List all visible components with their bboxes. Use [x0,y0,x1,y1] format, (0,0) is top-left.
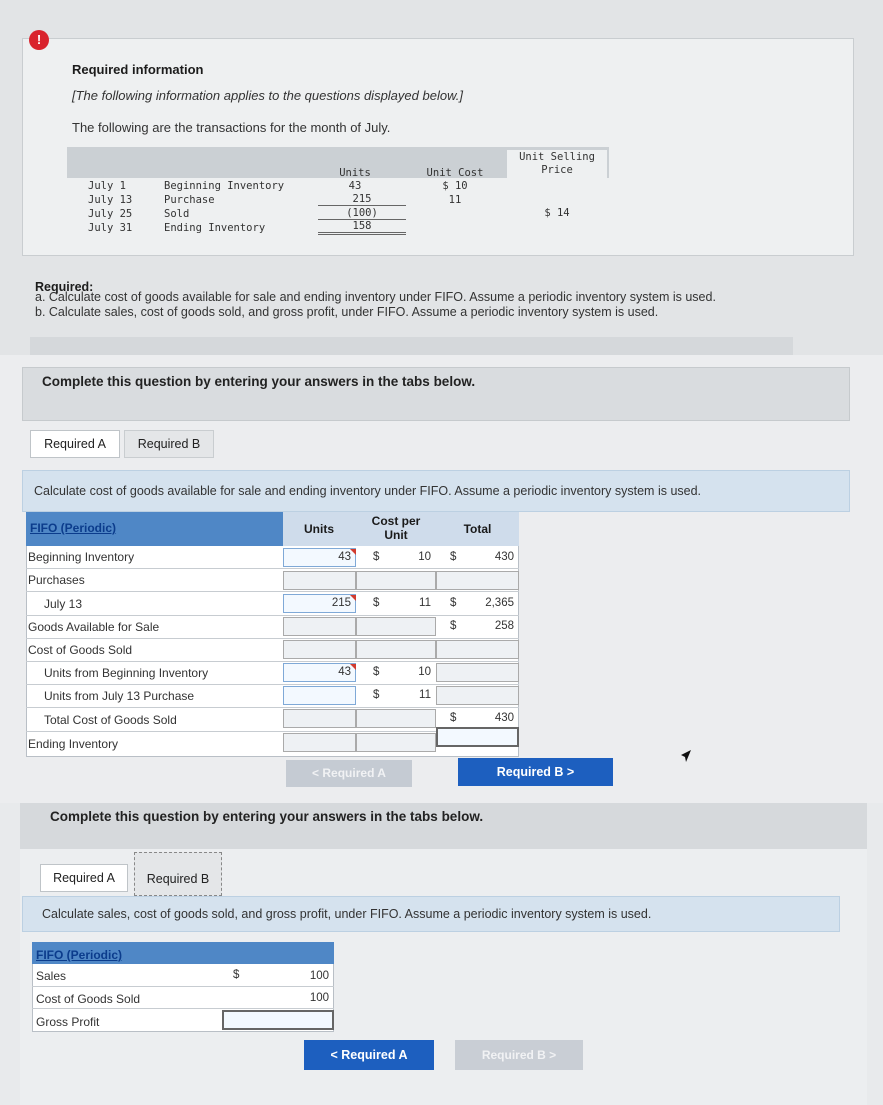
tx-date: July 1 [88,180,126,192]
tab-required-a[interactable]: Required A [30,430,120,458]
label-gross-profit: Gross Profit [36,1015,100,1029]
divider-strip [30,337,793,355]
ending-total-input[interactable] [436,727,519,747]
next-required-b-button[interactable] [458,758,613,786]
row-divider [32,986,334,987]
from-july13-cost-dollar: $ [373,689,380,701]
july13-cost-dollar: $ [373,597,380,609]
purchases-total-blank [436,571,519,590]
col-price-header-l1: Unit Selling [519,151,595,163]
prev-button-label: Required A [341,1048,408,1062]
from-beg-cost-dollar: $ [373,666,380,678]
tab-required-a[interactable]: Required A [40,864,128,892]
label-cogs-b: Cost of Goods Sold [36,992,141,1006]
flag-icon [350,664,356,670]
tx-cost: 11 [448,194,462,206]
tx-date: July 31 [88,222,133,234]
label-purchases: Purchases [28,573,85,587]
row-divider [26,568,519,569]
available-cost-blank [356,617,436,636]
available-total-dollar: $ [450,620,457,632]
info-intro: The following are the transactions for the month of July. [72,120,391,135]
tx-desc: Sold [164,208,190,220]
row-divider [26,661,519,662]
chevron-right-icon: > [563,765,575,779]
alert-icon: ! [29,30,49,50]
beg-total-value: 430 [494,551,514,563]
info-note: [The following information applies to the questions displayed below.] [72,88,463,103]
from-beg-total-blank [436,663,519,682]
tx-date: July 25 [88,208,133,220]
chevron-left-icon: < [312,766,323,780]
purchases-units-blank [283,571,356,590]
next-button-label: Required B [496,765,564,779]
from-beg-cost-input[interactable]: 10 [418,666,431,678]
row-divider [26,638,519,639]
row-divider [26,591,519,592]
cogs-total-blank [436,640,519,659]
label-ending-inventory: Ending Inventory [28,737,119,751]
prev-required-a-button[interactable] [286,760,412,787]
col-price-header-l2: Price [541,164,573,176]
prev-required-a-button[interactable] [304,1040,434,1070]
part-b-banner-text: Complete this question by entering your answers in the tabs below. [50,809,484,824]
col-total: Total [463,522,492,536]
part-b-instruction: Calculate sales, cost of goods sold, and gross profit, under FIFO. Assume a periodic inventory system is used. [42,907,652,921]
row-divider [32,1008,334,1009]
label-sales: Sales [36,969,67,983]
next-required-b-button[interactable] [455,1040,583,1070]
total-cogs-units-blank [283,709,356,728]
beg-cost-input[interactable]: 10 [418,551,431,563]
label-total-cogs: Total Cost of Goods Sold [44,713,177,727]
tx-units: 158 [318,220,406,235]
tx-date: July 13 [88,194,133,206]
beg-cost-dollar: $ [373,551,380,563]
tx-units: 43 [348,180,362,192]
cogs-cost-blank [356,640,436,659]
info-title: Required information [72,62,204,77]
july13-units-input[interactable]: 215 [283,594,356,613]
july13-cost-input[interactable]: 11 [419,597,431,609]
tx-units: (100) [318,207,406,220]
from-july13-total-blank [436,686,519,705]
flag-icon [350,595,356,601]
col-cost-per-unit-l2: Unit [384,528,408,542]
required-b: b. Calculate sales, cost of goods sold, and gross profit, under FIFO. Assume a periodic inventory system is used. [35,305,659,319]
total-cogs-value: 430 [494,712,514,724]
tx-cost: $ 10 [442,180,468,192]
tx-price: $ 14 [544,207,570,219]
tab-required-b[interactable]: Required B [134,852,222,896]
col-cost-per-unit-l1: Cost per [371,514,421,528]
cogs-input[interactable]: 100 [309,992,329,1004]
tx-desc: Ending Inventory [164,222,266,234]
tx-desc: Purchase [164,194,215,206]
flag-icon [350,549,356,555]
label-july-13: July 13 [44,597,83,611]
required-heading: Required: [35,280,94,294]
tx-units: 215 [318,193,406,206]
from-july13-units-input[interactable] [283,686,356,705]
gross-profit-input[interactable] [222,1010,334,1030]
ending-cost-blank [356,733,436,752]
beg-units-input[interactable]: 43 [283,548,356,567]
row-divider [26,707,519,708]
label-cost-of-goods-sold: Cost of Goods Sold [28,643,133,657]
fifo-periodic-title-b[interactable]: FIFO (Periodic) [36,948,123,962]
available-total-input[interactable]: 258 [494,620,514,632]
row-divider [26,684,519,685]
next-button-label: Required B [481,1048,546,1062]
july13-total-value: 2,365 [485,597,514,609]
col-units-header: Units [339,167,371,179]
purchases-cost-blank [356,571,436,590]
ending-units-blank [283,733,356,752]
cursor-icon [678,749,692,765]
fifo-periodic-title[interactable]: FIFO (Periodic) [30,521,117,535]
label-units-from-july13: Units from July 13 Purchase [44,689,195,703]
col-units: Units [304,522,334,536]
label-beginning-inventory: Beginning Inventory [28,550,135,564]
prev-button-label: Required A [322,766,386,780]
total-cogs-dollar: $ [450,712,457,724]
chevron-right-icon: > [545,1048,557,1062]
row-divider [26,615,519,616]
tx-desc: Beginning Inventory [164,180,285,192]
label-goods-available: Goods Available for Sale [28,620,160,634]
sales-dollar: $ [233,969,240,981]
sales-input[interactable]: 100 [309,970,329,982]
label-units-from-beginning: Units from Beginning Inventory [44,666,209,680]
chevron-left-icon: < [330,1048,342,1062]
tab-required-b[interactable]: Required B [124,430,214,458]
july13-total-dollar: $ [450,597,457,609]
part-a-instruction: Calculate cost of goods available for sale and ending inventory under FIFO. Assume a periodic inventory system is used. [34,484,702,498]
from-july13-cost-input[interactable]: 11 [419,689,431,701]
part-a-banner-text: Complete this question by entering your answers in the tabs below. [42,374,476,389]
required-a: a. Calculate cost of goods available for sale and ending inventory under FIFO. Assume a periodic inventory system is used. [35,290,716,304]
cogs-units-blank [283,640,356,659]
total-cogs-cost-blank [356,709,436,728]
beg-total-dollar: $ [450,551,457,563]
available-units-blank [283,617,356,636]
col-unit-cost-header: Unit Cost [426,167,484,179]
from-beg-units-input[interactable]: 43 [283,663,356,682]
